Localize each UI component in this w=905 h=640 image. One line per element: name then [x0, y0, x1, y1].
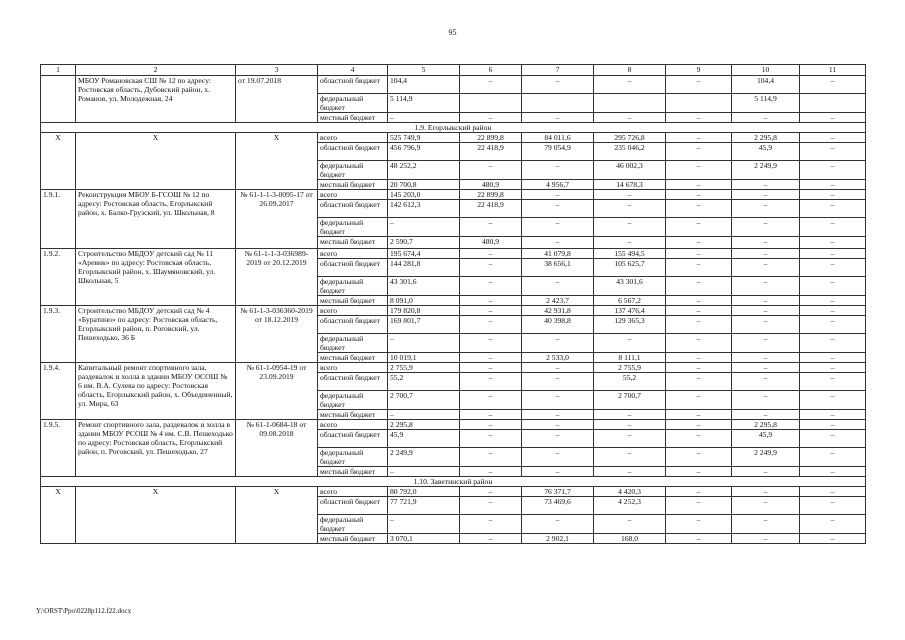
value-cell: 2 755,9	[594, 363, 666, 373]
value-cell: 6 567,2	[594, 296, 666, 306]
value-cell: 5 114,9	[388, 94, 460, 113]
value-cell: –	[800, 259, 866, 277]
value-cell: –	[666, 133, 732, 143]
value-cell: –	[800, 410, 866, 420]
value-cell: 43 301,6	[388, 277, 460, 296]
table-row	[41, 190, 866, 200]
budget-label: областной бюджет	[318, 497, 388, 515]
value-cell: 5 114,9	[732, 94, 800, 113]
column-number: 8	[594, 65, 666, 76]
budget-label: всего	[318, 306, 388, 316]
value-cell: –	[594, 76, 666, 94]
value-cell: –	[388, 515, 460, 534]
value-cell: –	[800, 113, 866, 123]
budget-label: всего	[318, 249, 388, 259]
value-cell: –	[732, 306, 800, 316]
value-cell: 2 902,1	[522, 534, 594, 544]
value-cell: –	[732, 237, 800, 249]
value-cell: –	[594, 448, 666, 467]
value-cell: –	[460, 515, 522, 534]
budget-label: местный бюджет	[318, 353, 388, 363]
value-cell: –	[732, 277, 800, 296]
project-id: 1.9.4.	[41, 363, 76, 420]
value-cell: –	[594, 113, 666, 123]
value-cell: –	[732, 113, 800, 123]
budget-label: федеральный бюджет	[318, 94, 388, 113]
value-cell: 77 721,9	[388, 497, 460, 515]
value-cell: 14 678,3	[594, 180, 666, 190]
value-cell: –	[732, 200, 800, 218]
budget-label: местный бюджет	[318, 410, 388, 420]
value-cell: –	[800, 277, 866, 296]
value-cell: 145 203,0	[388, 190, 460, 200]
value-cell: 104,4	[732, 76, 800, 94]
value-cell: –	[800, 190, 866, 200]
project-object: Реконструкция МБОУ Б-ГСОШ № 12 по адресу: Ростовская область, Егорлыкский район, х. Балко-Грузский, ул. Школьная, 8	[76, 190, 236, 249]
value-cell: –	[666, 534, 732, 544]
value-cell: 4 956,7	[522, 180, 594, 190]
column-number: 1	[41, 65, 76, 76]
column-number: 5	[388, 65, 460, 76]
value-cell: 2 755,9	[388, 363, 460, 373]
value-cell	[522, 94, 594, 113]
project-object: Капитальный ремонт спортивного зала, раздевалок и холла в здании МБОУ ОСОШ № 6 им. В.А. Сулева по адресу: Ростовская область, Егорлыкский район, х. Объединенный, ул. Мира, 63	[76, 363, 236, 420]
value-cell: 84 011,6	[522, 133, 594, 143]
project-object: Строительство МБДОУ детский сад № 11 «Аревик» по адресу: Ростовская область, Егорлыкский район, х. Шаумяновский, ул. Школьная, 5	[76, 249, 236, 306]
value-cell: 80 792,0	[388, 487, 460, 497]
value-cell: 155 494,5	[594, 249, 666, 259]
value-cell: –	[800, 200, 866, 218]
value-cell: –	[666, 76, 732, 94]
value-cell: –	[666, 113, 732, 123]
value-cell: 235 046,2	[594, 143, 666, 161]
value-cell: –	[460, 353, 522, 363]
value-cell: –	[388, 410, 460, 420]
budget-label: областной бюджет	[318, 430, 388, 448]
value-cell: –	[666, 259, 732, 277]
value-cell: –	[522, 373, 594, 391]
value-cell: –	[594, 410, 666, 420]
x-mark-col2: Х	[76, 487, 236, 544]
value-cell: –	[666, 353, 732, 363]
value-cell: –	[460, 277, 522, 296]
value-cell: –	[666, 448, 732, 467]
budget-label: всего	[318, 133, 388, 143]
value-cell: 480,9	[460, 180, 522, 190]
value-cell: –	[800, 534, 866, 544]
value-cell: –	[800, 133, 866, 143]
budget-label: федеральный бюджет	[318, 515, 388, 534]
project-document: № 61-1-1-3-036989-2019 от 20.12.2019	[236, 249, 318, 306]
column-number-row	[41, 65, 866, 76]
value-cell: 480,9	[460, 237, 522, 249]
value-cell: –	[460, 218, 522, 237]
value-cell: –	[666, 430, 732, 448]
table-row	[41, 487, 866, 497]
budget-label: федеральный бюджет	[318, 334, 388, 353]
value-cell: –	[800, 237, 866, 249]
project-document: № 61-1-3-036360-2019 от 18.12.2019	[236, 306, 318, 363]
table-row	[41, 133, 866, 143]
value-cell: 142 612,3	[388, 200, 460, 218]
value-cell: 22 899,8	[460, 133, 522, 143]
budget-label: федеральный бюджет	[318, 161, 388, 180]
budget-label: местный бюджет	[318, 467, 388, 477]
value-cell: –	[732, 487, 800, 497]
value-cell: –	[666, 161, 732, 180]
value-cell: 2 295,8	[388, 420, 460, 430]
value-cell: 2 295,8	[732, 133, 800, 143]
page-number: 95	[448, 28, 457, 37]
project-document: № 61-1-1-3-0095-17 от 26.09.2017	[236, 190, 318, 249]
budget-label: всего	[318, 487, 388, 497]
value-cell: –	[522, 277, 594, 296]
value-cell: –	[460, 430, 522, 448]
project-document: № 61-1-0954-19 от 23.09.2019	[236, 363, 318, 420]
project-object: МБОУ Романовская СШ № 12 по адресу: Ростовская область, Дубовский район, х. Романов, ул. Молодежная, 24	[76, 76, 236, 123]
value-cell: –	[800, 420, 866, 430]
value-cell: 43 301,6	[594, 277, 666, 296]
value-cell: –	[522, 363, 594, 373]
budget-label: областной бюджет	[318, 373, 388, 391]
value-cell: –	[522, 200, 594, 218]
district-header-row	[41, 123, 866, 133]
x-mark-col3: Х	[236, 487, 318, 544]
value-cell: –	[800, 316, 866, 334]
value-cell: –	[460, 76, 522, 94]
district-header: 1.9. Егорлыкский район	[41, 123, 866, 133]
value-cell: 22 418,9	[460, 200, 522, 218]
value-cell: –	[522, 420, 594, 430]
value-cell: 2 249,9	[732, 161, 800, 180]
value-cell: –	[732, 218, 800, 237]
value-cell: 4 252,3	[594, 497, 666, 515]
value-cell: –	[666, 515, 732, 534]
value-cell: –	[460, 306, 522, 316]
value-cell: 55,2	[388, 373, 460, 391]
value-cell: –	[522, 190, 594, 200]
value-cell: 137 476,4	[594, 306, 666, 316]
budget-label: областной бюджет	[318, 200, 388, 218]
value-cell: –	[732, 515, 800, 534]
value-cell: –	[522, 113, 594, 123]
project-object: Ремонт спортивного зала, раздевалок и холла в здании МБОУ РСОШ № 4 им. С.В. Пешеходько по адресу: Ростовская область, Егорлыкский район, п. Роговский, ул. Пешеходько, 27	[76, 420, 236, 477]
value-cell: –	[666, 420, 732, 430]
budget-label: федеральный бюджет	[318, 277, 388, 296]
value-cell: –	[666, 190, 732, 200]
value-cell: 45,9	[732, 143, 800, 161]
value-cell: 295 726,8	[594, 133, 666, 143]
value-cell: –	[522, 430, 594, 448]
value-cell: –	[388, 334, 460, 353]
value-cell: –	[800, 373, 866, 391]
table-row	[41, 76, 866, 94]
x-mark-col3: Х	[236, 133, 318, 190]
value-cell: –	[522, 218, 594, 237]
value-cell: –	[800, 487, 866, 497]
value-cell: –	[460, 334, 522, 353]
value-cell: 2 249,9	[732, 448, 800, 467]
value-cell: –	[732, 497, 800, 515]
budget-label: областной бюджет	[318, 259, 388, 277]
value-cell: –	[522, 467, 594, 477]
value-cell	[460, 94, 522, 113]
value-cell: –	[732, 391, 800, 410]
value-cell: –	[732, 534, 800, 544]
value-cell: 76 371,7	[522, 487, 594, 497]
column-number: 11	[800, 65, 866, 76]
value-cell: 2 295,8	[732, 420, 800, 430]
value-cell: 2 249,9	[388, 448, 460, 467]
value-cell: –	[732, 296, 800, 306]
budget-label: местный бюджет	[318, 237, 388, 249]
column-number: 10	[732, 65, 800, 76]
value-cell: 45,9	[388, 430, 460, 448]
value-cell: 456 796,9	[388, 143, 460, 161]
value-cell: 168,0	[594, 534, 666, 544]
value-cell: –	[800, 334, 866, 353]
value-cell: 144 281,8	[388, 259, 460, 277]
value-cell: –	[460, 363, 522, 373]
value-cell	[594, 94, 666, 113]
value-cell: –	[800, 353, 866, 363]
value-cell: –	[666, 237, 732, 249]
value-cell: –	[666, 306, 732, 316]
value-cell: 20 700,8	[388, 180, 460, 190]
value-cell: –	[522, 410, 594, 420]
value-cell: –	[522, 161, 594, 180]
value-cell: –	[800, 180, 866, 190]
budget-label: областной бюджет	[318, 316, 388, 334]
value-cell: –	[594, 467, 666, 477]
file-path-footer: Y:\ORST\Ppo\0228p112.f22.docx	[36, 607, 132, 615]
value-cell: –	[732, 190, 800, 200]
value-cell: –	[800, 218, 866, 237]
value-cell: –	[666, 200, 732, 218]
value-cell: –	[666, 316, 732, 334]
table-row	[41, 420, 866, 430]
budget-label: федеральный бюджет	[318, 448, 388, 467]
value-cell: 55,2	[594, 373, 666, 391]
value-cell: –	[732, 249, 800, 259]
project-id: 1.9.5.	[41, 420, 76, 477]
value-cell: –	[460, 296, 522, 306]
value-cell: –	[460, 497, 522, 515]
value-cell: –	[594, 420, 666, 430]
value-cell: –	[594, 334, 666, 353]
value-cell: –	[594, 190, 666, 200]
value-cell: 48 252,2	[388, 161, 460, 180]
value-cell: –	[666, 334, 732, 353]
project-document: № 61-1-0684-18 от 09.08.2018	[236, 420, 318, 477]
value-cell: –	[666, 218, 732, 237]
value-cell: –	[800, 448, 866, 467]
value-cell: 2 423,7	[522, 296, 594, 306]
value-cell: 10 019,1	[388, 353, 460, 363]
x-mark-col1: Х	[41, 487, 76, 544]
district-header-row	[41, 477, 866, 487]
value-cell: 2 700,7	[594, 391, 666, 410]
budget-label: областной бюджет	[318, 143, 388, 161]
value-cell: –	[732, 467, 800, 477]
value-cell: 105 625,7	[594, 259, 666, 277]
value-cell: –	[460, 467, 522, 477]
project-id: 1.9.1.	[41, 190, 76, 249]
value-cell: 169 801,7	[388, 316, 460, 334]
value-cell: –	[732, 316, 800, 334]
value-cell: 104,4	[388, 76, 460, 94]
x-mark-col2: Х	[76, 133, 236, 190]
value-cell: –	[522, 515, 594, 534]
value-cell: 8 111,1	[594, 353, 666, 363]
column-number: 2	[76, 65, 236, 76]
value-cell: 2 533,0	[522, 353, 594, 363]
x-mark-col1: Х	[41, 133, 76, 190]
value-cell: –	[522, 76, 594, 94]
district-header: 1.10. Заветинский район	[41, 477, 866, 487]
budget-label: местный бюджет	[318, 180, 388, 190]
value-cell: –	[460, 161, 522, 180]
value-cell: 22 418,9	[460, 143, 522, 161]
value-cell: 42 931,8	[522, 306, 594, 316]
value-cell: –	[594, 200, 666, 218]
value-cell: –	[800, 430, 866, 448]
value-cell: –	[800, 306, 866, 316]
value-cell: –	[800, 497, 866, 515]
value-cell: –	[666, 410, 732, 420]
table-row	[41, 249, 866, 259]
value-cell: 4 420,3	[594, 487, 666, 497]
value-cell: 195 674,4	[388, 249, 460, 259]
value-cell: –	[522, 391, 594, 410]
column-number: 7	[522, 65, 594, 76]
budget-label: федеральный бюджет	[318, 391, 388, 410]
value-cell: 79 054,9	[522, 143, 594, 161]
value-cell: 73 469,6	[522, 497, 594, 515]
value-cell: –	[732, 259, 800, 277]
value-cell: 8 091,0	[388, 296, 460, 306]
value-cell: 2 700,7	[388, 391, 460, 410]
value-cell: 38 656,1	[522, 259, 594, 277]
budget-label: местный бюджет	[318, 296, 388, 306]
budget-label: всего	[318, 363, 388, 373]
value-cell: –	[666, 143, 732, 161]
value-cell: –	[666, 363, 732, 373]
value-cell: –	[388, 467, 460, 477]
value-cell: –	[460, 410, 522, 420]
value-cell: –	[732, 373, 800, 391]
value-cell: 41 079,8	[522, 249, 594, 259]
value-cell: –	[460, 373, 522, 391]
value-cell: –	[800, 515, 866, 534]
column-number: 3	[236, 65, 318, 76]
value-cell: –	[522, 237, 594, 249]
value-cell: –	[732, 363, 800, 373]
project-document: от 19.07.2018	[236, 76, 318, 123]
value-cell: –	[800, 467, 866, 477]
value-cell: –	[460, 487, 522, 497]
value-cell: –	[460, 113, 522, 123]
value-cell	[800, 94, 866, 113]
value-cell: –	[800, 143, 866, 161]
value-cell: –	[732, 180, 800, 190]
budget-label: местный бюджет	[318, 113, 388, 123]
project-id: 1.9.3.	[41, 306, 76, 363]
value-cell: –	[388, 113, 460, 123]
value-cell: –	[666, 467, 732, 477]
value-cell: 129 365,3	[594, 316, 666, 334]
column-number: 4	[318, 65, 388, 76]
value-cell: –	[800, 161, 866, 180]
value-cell: –	[666, 373, 732, 391]
value-cell: –	[732, 353, 800, 363]
value-cell: –	[666, 487, 732, 497]
value-cell: –	[594, 218, 666, 237]
value-cell: –	[460, 249, 522, 259]
value-cell: –	[800, 76, 866, 94]
value-cell: –	[460, 420, 522, 430]
budget-label: местный бюджет	[318, 534, 388, 544]
value-cell: –	[666, 296, 732, 306]
value-cell: 45,9	[732, 430, 800, 448]
value-cell: –	[460, 391, 522, 410]
value-cell: 3 070,1	[388, 534, 460, 544]
budget-label: всего	[318, 420, 388, 430]
project-id	[41, 76, 76, 123]
value-cell: –	[666, 497, 732, 515]
column-number: 6	[460, 65, 522, 76]
value-cell: 2 590,7	[388, 237, 460, 249]
table-row	[41, 363, 866, 373]
value-cell: 179 820,8	[388, 306, 460, 316]
value-cell: –	[800, 391, 866, 410]
value-cell: –	[522, 334, 594, 353]
value-cell: –	[460, 316, 522, 334]
budget-table	[40, 64, 866, 544]
project-id: 1.9.2.	[41, 249, 76, 306]
value-cell: –	[666, 277, 732, 296]
value-cell: –	[460, 259, 522, 277]
value-cell: –	[460, 534, 522, 544]
project-object: Строительство МБДОУ детский сад № 4 «Буратино» по адресу: Ростовская область, Егорлыкский район, п. Роговский, ул. Пешеходько, 36 Б	[76, 306, 236, 363]
value-cell: 40 398,8	[522, 316, 594, 334]
value-cell: –	[666, 180, 732, 190]
value-cell: –	[594, 430, 666, 448]
budget-label: федеральный бюджет	[318, 218, 388, 237]
value-cell: 22 899,8	[460, 190, 522, 200]
value-cell: –	[666, 391, 732, 410]
value-cell: –	[388, 218, 460, 237]
budget-label: областной бюджет	[318, 76, 388, 94]
value-cell: 46 002,3	[594, 161, 666, 180]
value-cell: –	[594, 237, 666, 249]
value-cell	[666, 94, 732, 113]
table-row	[41, 306, 866, 316]
budget-label: всего	[318, 190, 388, 200]
value-cell: –	[594, 515, 666, 534]
column-number: 9	[666, 65, 732, 76]
value-cell: –	[460, 448, 522, 467]
value-cell: –	[732, 410, 800, 420]
value-cell: –	[800, 296, 866, 306]
value-cell: –	[800, 363, 866, 373]
value-cell: –	[522, 448, 594, 467]
value-cell: –	[800, 249, 866, 259]
value-cell: –	[666, 249, 732, 259]
value-cell: 525 749,9	[388, 133, 460, 143]
value-cell: –	[732, 334, 800, 353]
